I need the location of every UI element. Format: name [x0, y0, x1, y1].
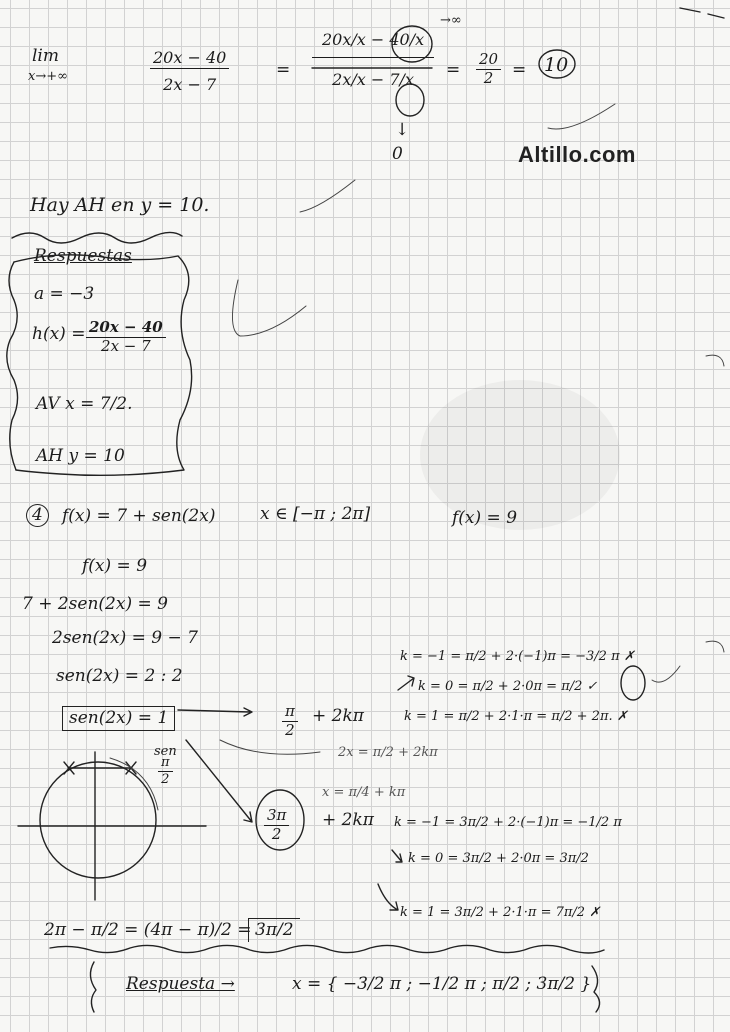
- limit-lim: lim: [32, 46, 59, 66]
- problem-condition: f(x) = 9: [452, 508, 518, 528]
- margin-hole-mark: [706, 641, 724, 652]
- solution-period-2: + 2kπ: [322, 810, 374, 830]
- brace-left: [90, 962, 96, 1012]
- scratch-note-1: 2x = π/2 + 2kπ: [338, 745, 438, 760]
- wavy-divider: [12, 232, 182, 243]
- arrow: [178, 708, 252, 716]
- check-mark: [548, 104, 615, 129]
- arrow: [392, 850, 402, 862]
- k-row: k = 1 = 3π/2 + 2·1·π = 7π/2 ✗: [400, 905, 601, 920]
- check-mark: [652, 666, 680, 682]
- k-row: k = 0 = 3π/2 + 2·0π = 3π/2: [408, 851, 589, 866]
- check-mark: [232, 280, 306, 336]
- corner-pen-marks: [680, 8, 724, 18]
- step-4: sen(2x) = 2 : 2: [56, 666, 183, 686]
- circle-pi-denominator: 2: [161, 771, 170, 787]
- step-1: f(x) = 9: [82, 556, 148, 576]
- k-row: k = 0 = π/2 + 2·0π = π/2 ✓: [418, 679, 598, 694]
- result-denominator: 2: [483, 68, 494, 87]
- equals-sign: =: [446, 60, 461, 80]
- circle-pi-half-label: [158, 756, 173, 786]
- equals-sign: =: [512, 60, 527, 80]
- answer-horizontal-asymptote: AH y = 10: [36, 446, 125, 466]
- scratch-stroke: [110, 758, 158, 810]
- brace-left: [7, 262, 18, 470]
- circled-answer: [621, 666, 645, 700]
- circle-pi-numerator: π: [158, 756, 173, 772]
- arrow: [398, 676, 414, 690]
- scratch-stroke: [220, 740, 320, 754]
- k-row: k = −1 = 3π/2 + 2·(−1)π = −1/2 π: [394, 815, 622, 830]
- divided-denominator: 2x/x − 7/x: [332, 69, 414, 89]
- intersection-marks: [64, 762, 136, 774]
- problem-statement: f(x) = 7 + sen(2x): [62, 506, 216, 526]
- solution-three-pi-half: [264, 808, 289, 843]
- horizontal-asymptote-line: Hay AH en y = 10.: [30, 194, 210, 216]
- calc-result: 3π/2: [248, 918, 300, 942]
- answer-h-label: h(x) =: [32, 324, 86, 344]
- brace-right: [592, 966, 600, 1012]
- arrow: [186, 740, 252, 822]
- equals-sign: =: [276, 60, 291, 80]
- limit-result: 10: [544, 54, 569, 76]
- tends-to-zero: 0: [392, 144, 403, 164]
- answer-h-fraction: [86, 320, 166, 355]
- circle-sen-label: sen: [154, 744, 177, 759]
- three-pi-denominator: 2: [271, 824, 282, 843]
- margin-hole-mark: [706, 355, 724, 366]
- boxed-equation: sen(2x) = 1: [62, 706, 175, 731]
- answer-h-numerator: 20x − 40: [86, 320, 166, 338]
- result-fraction: [476, 52, 501, 87]
- answers-title: Respuestas: [34, 246, 132, 266]
- answer-h-denominator: 2x − 7: [101, 336, 151, 355]
- step-2: 7 + 2sen(2x) = 9: [22, 594, 168, 614]
- k-row: k = 1 = π/2 + 2·1·π = π/2 + 2π. ✗: [404, 709, 628, 724]
- solution-period: + 2kπ: [312, 706, 364, 726]
- solution-pi-half: [282, 704, 298, 739]
- answer-vertical-asymptote: AV x = 7/2.: [36, 394, 133, 414]
- result-numerator: 20: [476, 52, 501, 70]
- limit-numerator: 20x − 40: [150, 50, 229, 69]
- final-label: Respuesta →: [126, 974, 235, 994]
- k-row: k = −1 = π/2 + 2·(−1)π = −3/2 π ✗: [400, 649, 635, 664]
- to-infinity-note: →∞: [440, 13, 462, 28]
- limit-divided-fraction: [312, 30, 434, 89]
- scratch-note-2: x = π/4 + kπ: [322, 785, 406, 800]
- calc-line: 2π − π/2 = (4π − π)/2 =: [44, 920, 252, 940]
- paper-stain: [420, 380, 620, 530]
- pi-denominator: 2: [285, 720, 295, 739]
- divided-numerator: 20x/x − 40/x: [312, 30, 434, 58]
- limit-denominator: 2x − 7: [163, 74, 217, 94]
- wavy-divider: [50, 945, 604, 953]
- check-mark: [300, 180, 355, 212]
- down-arrow: ↓: [395, 120, 410, 140]
- limit-fraction: [150, 50, 229, 94]
- problem-domain: x ∈ [−π ; 2π]: [260, 504, 371, 524]
- arrow: [378, 884, 398, 910]
- answer-a: a = −3: [34, 284, 95, 304]
- three-pi-numerator: 3π: [264, 808, 289, 826]
- pi-numerator: π: [282, 704, 298, 722]
- step-3: 2sen(2x) = 9 − 7: [52, 628, 198, 648]
- altillo-watermark: Altillo.com: [518, 142, 636, 167]
- final-answer: x = { −3/2 π ; −1/2 π ; π/2 ; 3π/2 }: [292, 974, 592, 994]
- limit-subscript: x→+∞: [28, 69, 68, 84]
- unit-circle: [40, 762, 156, 878]
- circled-term: [396, 84, 424, 116]
- problem-number: 4: [26, 504, 49, 527]
